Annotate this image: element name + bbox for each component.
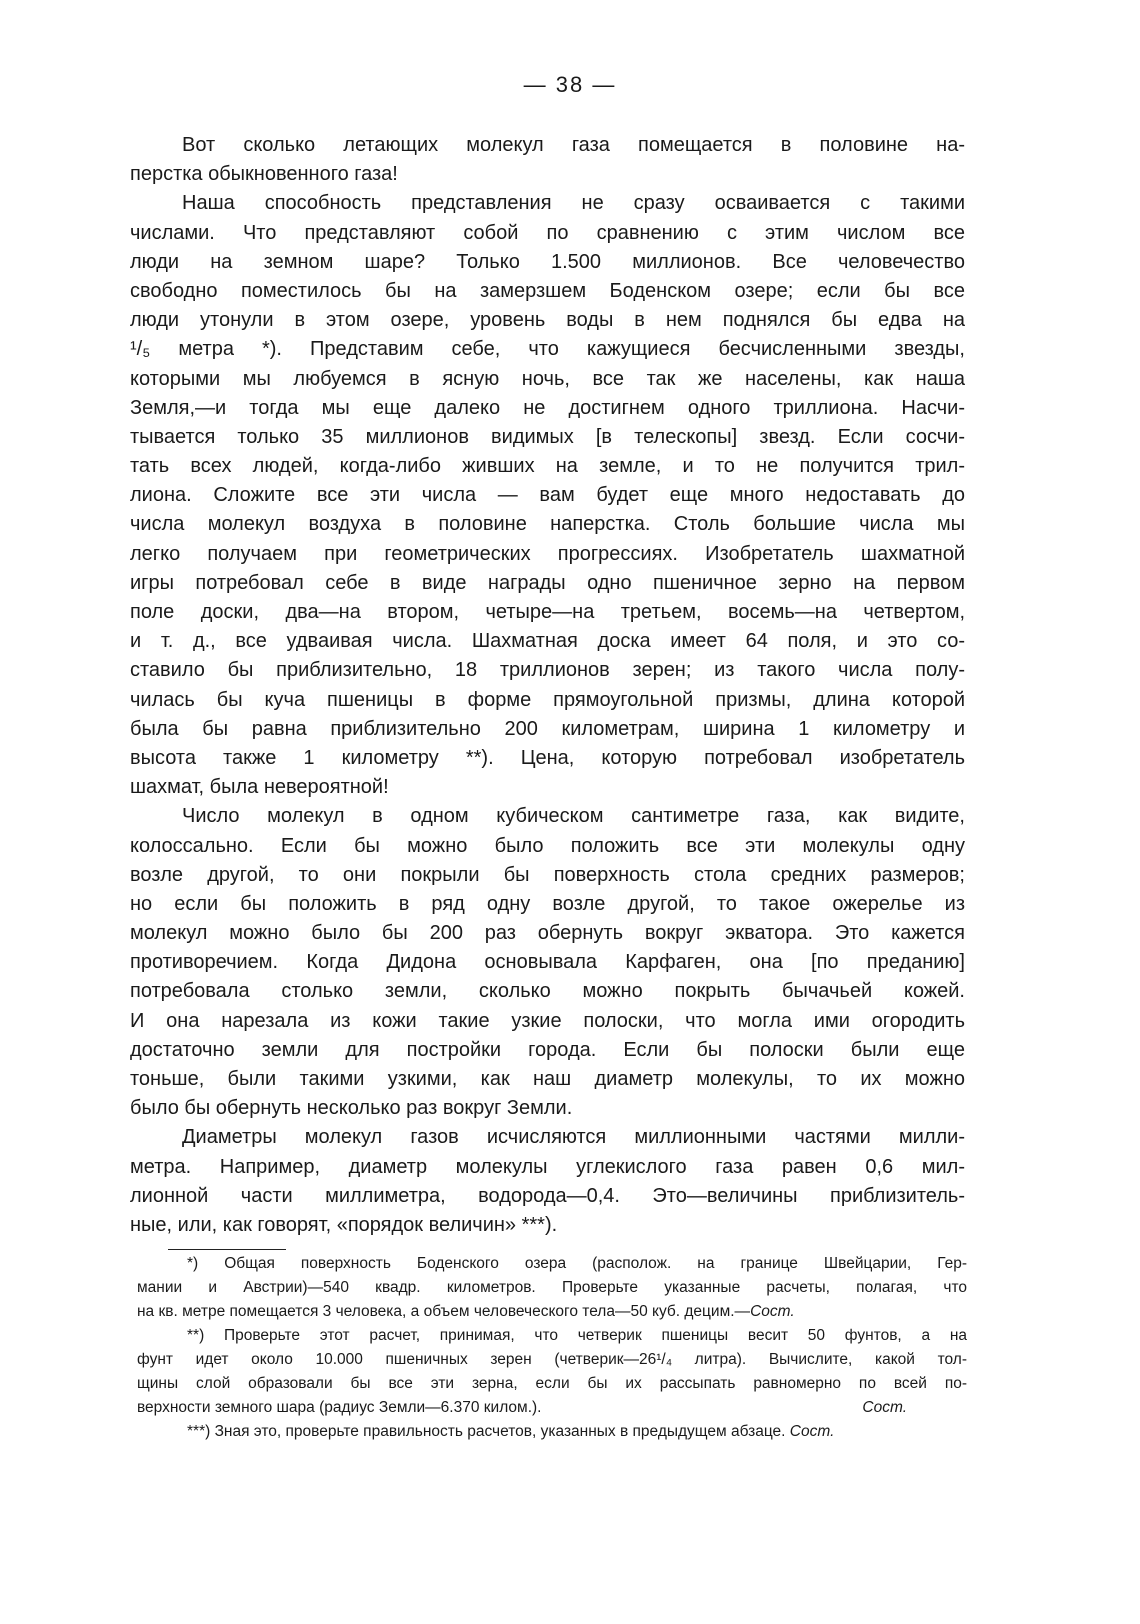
text-line: игры потребовал себе в виде награды одно пшеничное зерно на первом (130, 571, 965, 594)
footnote-text: на кв. метре помещается 3 человека, а объем человеческого тела—50 куб. децим.— (137, 1303, 751, 1320)
footnote-line (137, 1396, 967, 1420)
footnote-divider (168, 1249, 286, 1250)
footnotes (137, 1252, 967, 1444)
text-line: лионной части миллиметра, водорода—0,4. Это—величины приблизитель- (130, 1184, 965, 1207)
footnote-line: щины слой образовали бы все эти зерна, если бы их рассыпать равномерно по всей по- (137, 1375, 967, 1392)
text-line: противоречием. Когда Дидона основывала Карфаген, она [по преданию] (130, 951, 965, 974)
text-line: была бы равна приблизительно 200 километрам, ширина 1 километру и (130, 717, 965, 740)
text-line: потребовала столько земли, сколько можно покрыть бычачьей кожей. (130, 980, 965, 1003)
text-line: поле доски, два—на втором, четыре—на третьем, восемь—на четвертом, (130, 601, 965, 623)
text-line: свободно поместилось бы на замерзшем Боденском озере; если бы все (130, 279, 965, 302)
text-line: шахмат, была невероятной! (130, 776, 389, 799)
text-line: И она нарезала из кожи такие узкие полоски, что могла ими огородить (130, 1009, 965, 1032)
footnote-text: ***) Зная это, проверьте правильность расчетов, указанных в предыдущем абзаце. (187, 1423, 786, 1440)
text-line: тывается только 35 миллионов видимых [в телескопы] звезд. Если сосчи- (130, 425, 965, 448)
text-line: достаточно земли для постройки города. Если бы полоски были еще (130, 1038, 965, 1061)
text-line: чилась бы куча пшеницы в форме прямоугольной призмы, длина которой (130, 688, 965, 711)
text-line: люди утонули в этом озере, уровень воды в нем поднялся бы едва на (130, 309, 965, 332)
footnote-2 (137, 1324, 967, 1420)
text-line: Вот сколько летающих молекул газа помещается в половине на- (182, 134, 965, 156)
text-line: и т. д., все удваивая числа. Шахматная доска имеет 64 поля, и это со- (130, 630, 965, 653)
text-line: люди на земном шаре? Только 1.500 миллионов. Все человечество (130, 250, 965, 273)
text-line: Наша способность представления не сразу осваивается с такими (182, 192, 965, 215)
text-line: высота также 1 километру **). Цена, которую потребовал изобретатель (130, 746, 965, 769)
text-line: тать всех людей, когда-либо живших на земле, и то не получится трил- (130, 455, 965, 478)
text-line: Число молекул в одном кубическом сантиметре газа, как видите, (182, 805, 965, 828)
text-line: лиона. Сложите все эти числа — вам будет еще много недоставать до (130, 484, 965, 507)
text-line: перстка обыкновенного газа! (130, 163, 398, 186)
text-line: ¹/₅ метра *). Представим себе, что кажущиеся бесчисленными звезды, (130, 338, 965, 361)
text-line: ставило бы приблизительно, 18 триллионов зерен; из такого числа полу- (130, 659, 965, 682)
page-number: — 38 — (523, 72, 617, 97)
footnote-line (137, 1300, 967, 1324)
footnote-line (137, 1420, 967, 1444)
footnote-1 (137, 1252, 967, 1324)
text-line: Диаметры молекул газов исчисляются миллионными частями милли- (182, 1126, 965, 1149)
text-line: колоссально. Если бы можно было положить все эти молекулы одну (130, 834, 965, 857)
text-line: возле другой, то они покрыли бы поверхность стола средних размеров; (130, 863, 965, 886)
text-line: тоньше, были такими узкими, как наш диаметр молекулы, то их можно (130, 1068, 965, 1090)
text-line: легко получаем при геометрических прогрессиях. Изобретатель шахматной (130, 542, 965, 565)
paragraph (130, 802, 965, 1123)
footnote-line: мании и Австрии)—540 квадр. километров. Проверьте указанные расчеты, полагая, что (137, 1279, 967, 1296)
footnote-text: верхности земного шара (радиус Земли—6.370 килом.). (137, 1399, 542, 1416)
paragraph (130, 189, 965, 802)
body-text (130, 131, 965, 1240)
footnote-signature: Сост. (862, 1399, 907, 1416)
text-line: ные, или, как говорят, «порядок величин» ***). (130, 1213, 558, 1236)
text-line: метра. Например, диаметр молекулы углекислого газа равен 0,6 мил- (130, 1155, 965, 1178)
footnote-3 (137, 1420, 967, 1444)
footnote-line: фунт идет около 10.000 пшеничных зерен (четверик—26¹/₄ литра). Вычислите, какой тол- (137, 1351, 967, 1368)
text-line: молекул можно было бы 200 раз обернуть вокруг экватора. Это кажется (130, 922, 965, 945)
text-line: которыми мы любуемся в ясную ночь, все так же населены, как наша (130, 367, 965, 390)
text-line: числами. Что представляют собой по сравнению с этим числом все (130, 221, 965, 244)
text-line: числа молекул воздуха в половине наперстка. Столь большие числа мы (130, 513, 965, 536)
footnote-signature: Сост. (789, 1423, 835, 1440)
footnote-signature: Сост. (750, 1303, 795, 1320)
paragraph (130, 1123, 965, 1240)
text-line: но если бы положить в ряд одну возле другой, то такое ожерелье из (130, 892, 965, 915)
text-line: было бы обернуть несколько раз вокруг Земли. (130, 1097, 573, 1120)
text-line: Земля,—и тогда мы еще далеко не достигнем одного триллиона. Насчи- (130, 396, 965, 419)
footnote-line: **) Проверьте этот расчет, принимая, что четверик пшеницы весит 50 фунтов, а на (187, 1327, 967, 1344)
paragraph (130, 131, 965, 189)
footnote-line: *) Общая поверхность Боденского озера (располож. на границе Швейцарии, Гер- (187, 1255, 967, 1272)
